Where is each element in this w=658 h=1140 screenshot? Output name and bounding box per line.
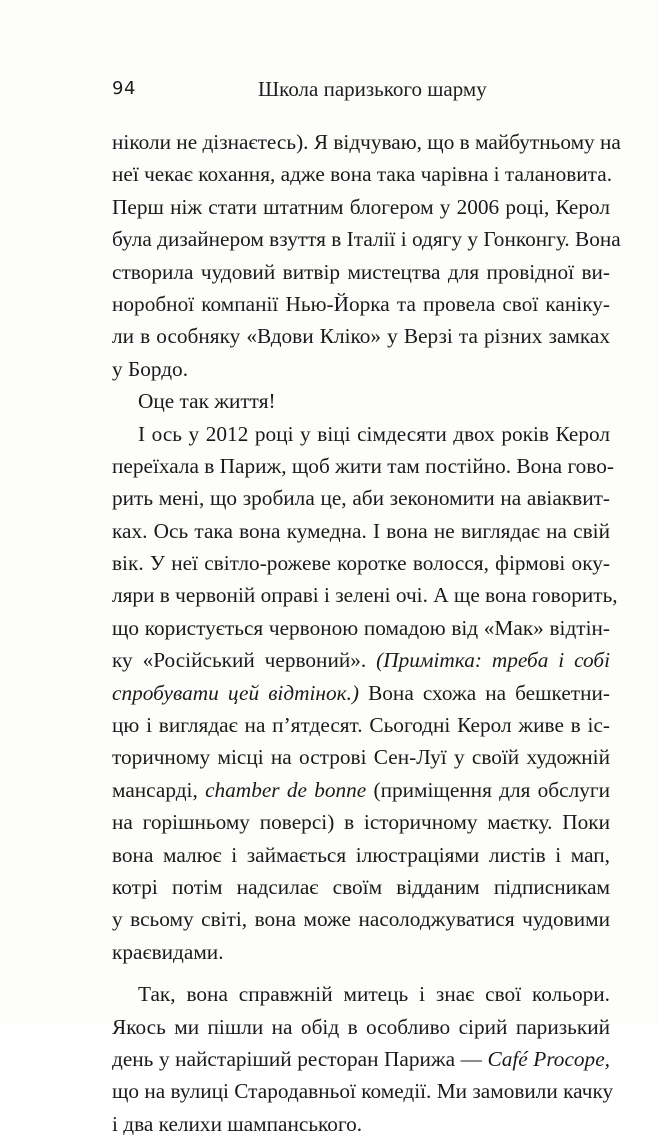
text-line: мансарді, chamber de bonne (приміщення для обслуги	[112, 777, 610, 802]
text-line: вік. У неї світло-рожеве коротке волосся, фірмові оку-	[112, 551, 610, 576]
italic-phrase: Café Procope,	[487, 1046, 610, 1071]
text-line: Так, вона справжній митець і знає свої кольори.	[138, 982, 610, 1007]
text-line: Перш ніж стати штатним блогером у 2006 році, Керол	[112, 194, 610, 219]
text-line: ніколи не дізнаєтесь). Я відчуваю, що в майбутньому на	[112, 130, 621, 154]
paragraph-2	[112, 385, 610, 417]
text-line: рить мені, що зробила це, аби зекономити на авіаквит-	[112, 486, 610, 511]
body-text	[112, 126, 621, 1140]
text-line: створила чудовий витвір мистецтва для провідної ви-	[112, 259, 610, 284]
text-line: ку «Російський червоний». (Примітка: треба і собі	[112, 648, 610, 673]
paragraph-4	[112, 978, 614, 1140]
text-line: вона малює і займається ілюстраціями листів і мап,	[112, 842, 610, 867]
text-line: що на вулиці Стародавньої комедії. Ми замовили качку	[112, 1079, 614, 1104]
italic-note: (Примітка: треба і собі	[376, 648, 610, 673]
text-line: у Бордо.	[112, 356, 189, 381]
text-line: Оце так життя!	[138, 389, 276, 414]
text-line: була дизайнером взуття в Італії і одягу у Гонконгу. Вона	[112, 227, 621, 252]
page-number: 94	[112, 78, 136, 99]
text-line: ли в особняку «Вдови Кліко» у Верзі та різних замках	[112, 324, 610, 349]
text-line: що користується червоною помадою від «Мак» відтін-	[112, 615, 610, 640]
text-line: день у найстаріший ресторан Парижа — Café Procope,	[112, 1046, 610, 1071]
text-line: Якось ми пішли на обід в особливо сірий паризький	[112, 1014, 610, 1039]
running-title: Школа паризького шарму	[258, 77, 487, 101]
paragraph-1	[112, 126, 621, 385]
paragraph-gap	[112, 968, 610, 978]
italic-note: спробувати цей відтінок.)	[112, 680, 360, 705]
text-line: неї чекає кохання, адже вона така чарівна і талановита.	[112, 162, 613, 187]
text-line: норобної компанії Нью-Йорка та провела свої каніку-	[112, 291, 610, 316]
text-line: на горішньому поверсі) в історичному маєтку. Поки	[112, 810, 610, 835]
italic-phrase: chamber de bonne	[205, 777, 367, 802]
text-line: І ось у 2012 році у віці сімдесяти двох років Керол	[138, 421, 610, 446]
text-line: переїхала в Париж, щоб жити там постійно. Вона гово-	[112, 453, 614, 478]
text-line: ляри в червоній оправі і зелені очі. А ще вона говорить,	[112, 583, 618, 608]
text-line: і два келихи шампанського.	[112, 1111, 363, 1136]
text-line: котрі потім надсилає своїм відданим підписникам	[112, 874, 610, 899]
text-line: у всьому світі, вона може насолоджуватися чудовими	[112, 907, 610, 932]
text-line: ках. Ось така вона кумедна. І вона не виглядає на свій	[112, 518, 610, 543]
text-line: цю і виглядає на п’ятдесят. Сьогодні Керол живе в іс-	[112, 713, 610, 738]
text-line: спробувати цей відтінок.) Вона схожа на бешкетни-	[112, 680, 610, 705]
paragraph-3	[112, 418, 618, 969]
page-header	[112, 78, 610, 104]
text-line: краєвидами.	[112, 939, 224, 964]
text-line: торичному місці на острові Сен-Луї у своїй художній	[112, 745, 610, 770]
